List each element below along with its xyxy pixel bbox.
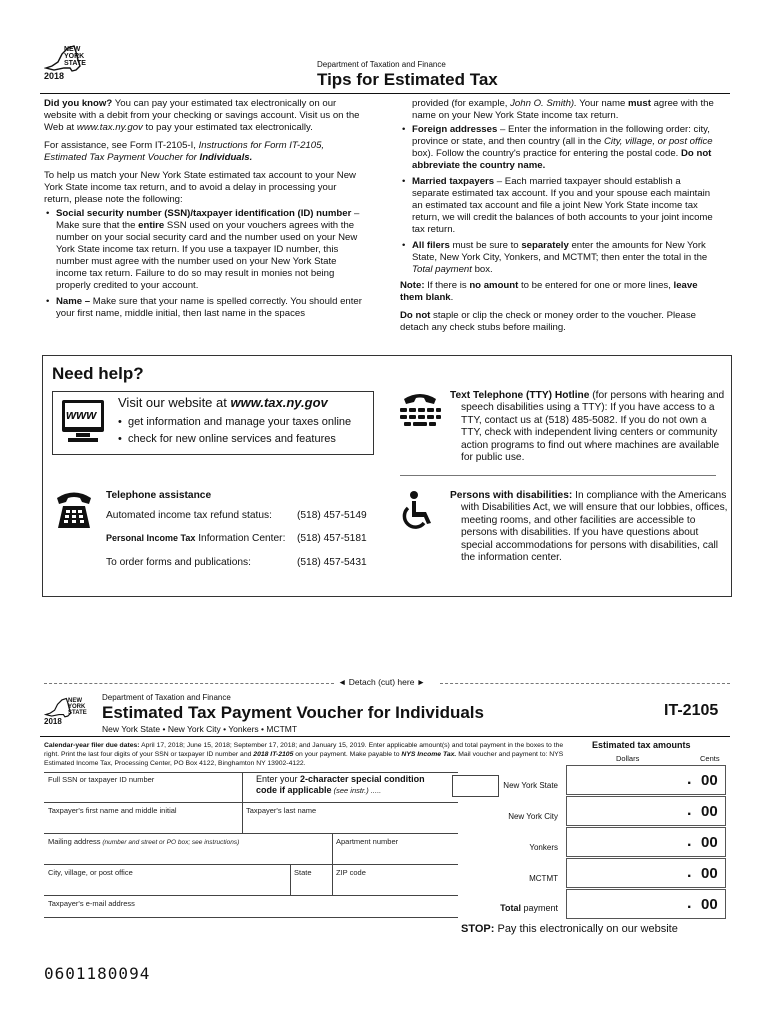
foreign-bullet: • Foreign addresses – Enter the information in the following order: city, province or state, and then country (all in the City, village, or post office box). Follow the country's practice for entering the postal code. Do not abbreviate the country name.	[400, 124, 720, 172]
col-sep-name	[242, 802, 243, 833]
first-name-field[interactable]: Taxpayer's first name and middle initial	[48, 806, 177, 815]
telephone-icon	[55, 490, 93, 530]
phone-row-2: Personal Income Tax Information Center:	[106, 533, 286, 544]
amount-dot-mctmt: .	[687, 864, 692, 881]
web-bullet-1: • get information and manage your taxes online	[118, 416, 352, 428]
amount-cents-yonkers: 00	[701, 834, 718, 851]
match-intro: To help us match your New York State estimated tax account to your New York State income tax return, and to avoid a delay in processing your return, please note the following:	[44, 170, 356, 205]
disabilities-text: Persons with disabilities: In compliance with the Americans with Disabilities Act, we will ensure that our lobbies, offices, meeting rooms, and other facilities are accessible to persons with disabilities. If you have questions about special accommodations for persons with disabilities, call the information center.	[450, 490, 728, 564]
ssn-bullet: • Social security number (SSN)/taxpayer identification (ID) number – Make sure that the entire SSN used on your vouchers agrees with the number on your social security card and the number used on your New York State income tax return. If you use a taxpayer ID number, this number must agree with the number used on your New York State income tax return. Failure to do so may result in monies not being properly credited to your account.	[44, 208, 362, 292]
tty-text: Text Telephone (TTY) Hotline (for persons with hearing and speech disabilities using a TTY): If you have access to a TTY, contact us at (518) 485-5082. If you do not own a TTY, check with independent living centers or community action programs to find out where machines are available for public use.	[450, 390, 725, 464]
form-number: IT-2105	[664, 702, 719, 719]
wheelchair-icon	[397, 490, 437, 532]
allfilers-bullet: • All filers must be sure to separately enter the amounts for New York State, New York City, Yonkers, and MCTMT; then enter the total in the Total payment box.	[400, 240, 720, 276]
row-line-2	[44, 833, 458, 834]
amount-cents-nyc: 00	[701, 803, 718, 820]
web-bullets	[118, 414, 351, 448]
logo-line-3: STATE	[64, 60, 86, 67]
due-dates: Calendar-year filer due dates: April 17, 2018; June 15, 2018; September 17, 2018; and January 15, 2019. Enter applicable amount(s) and total payment in the boxes to the right. Print the last four digits of your SSN or taxpayer ID number and 2018 IT-2105 on your payment. Make payable to NYS Income Tax. Mail voucher and payment to: NYS Estimated Income Tax, Processing Center, PO Box 4122, Binghamton NY 13902-4122.	[44, 742, 564, 767]
detach-dash-right	[440, 683, 730, 684]
voucher-logo	[44, 697, 94, 727]
name-bullet: • Name – Make sure that your name is spelled correctly. You should enter your first name, middle initial, then last name in the spaces	[44, 296, 362, 320]
amount-dot-yonkers: .	[687, 833, 692, 850]
phone-title: Telephone assistance	[106, 490, 212, 501]
voucher-title: Estimated Tax Payment Voucher for Individuals	[102, 703, 484, 722]
voucher-logo-line-1: NEW	[68, 698, 82, 704]
email-field[interactable]: Taxpayer's e-mail address	[48, 899, 135, 908]
tty-rule	[400, 475, 716, 476]
row-line-4	[44, 895, 458, 896]
year: 2018	[44, 71, 65, 81]
total-cents: 00	[701, 896, 718, 913]
state-field[interactable]: State	[294, 868, 312, 877]
state-logo	[44, 42, 104, 82]
special-condition-label: Enter your 2-character special condition code if applicable (see instr.) .....	[256, 774, 425, 795]
phone-number-1: (518) 457-5149	[297, 510, 367, 521]
amount-label-yonkers: Yonkers	[529, 843, 558, 852]
web-bullet-2: • check for new online services and features	[118, 433, 336, 445]
amount-dot-nys: .	[687, 771, 692, 788]
right-column	[400, 98, 720, 340]
staple-note: Do not staple or clip the check or money order to the voucher. Please detach any check stubs before mailing.	[400, 310, 696, 333]
assistance: For assistance, see Form IT-2105-I, Instructions for Form IT-2105, Estimated Tax Payment Voucher for Individuals.	[44, 140, 325, 163]
voucher-year: 2018	[44, 717, 62, 726]
amount-dot-nyc: .	[687, 802, 692, 819]
row-line-3	[44, 864, 458, 865]
total-dot: .	[687, 895, 692, 912]
dollars-label: Dollars	[616, 754, 640, 763]
phone-row-3: To order forms and publications:	[106, 557, 251, 568]
header-rule	[40, 93, 730, 94]
department: Department of Taxation and Finance	[317, 60, 446, 69]
detach-label: ◄ Detach (cut) here ►	[338, 677, 426, 687]
name-continuation: provided (for example, John O. Smith). Your name must agree with the name on your New York State income tax return.	[412, 98, 714, 121]
cents-label: Cents	[700, 754, 720, 763]
col-sep-state	[290, 864, 291, 895]
voucher-logo-line-2: YORK	[68, 704, 86, 710]
note: Note: If there is no amount to be entered for one or more lines, leave them blank.	[400, 280, 698, 303]
amount-label-nyc: New York City	[508, 812, 558, 821]
mailing-address-field[interactable]: Mailing address (number and street or PO box; see instructions)	[48, 837, 240, 846]
voucher-logo-line-3: STATE	[68, 710, 87, 716]
detach-dash-left	[44, 683, 334, 684]
barcode-number: 0601180094	[44, 964, 151, 983]
amount-label-mctmt: MCTMT	[529, 874, 558, 883]
total-label: Total payment	[500, 903, 558, 913]
col-sep-apt	[332, 833, 333, 864]
ssn-field[interactable]: Full SSN or taxpayer ID number	[48, 775, 155, 784]
www-icon-text: www	[66, 407, 97, 422]
last-name-field[interactable]: Taxpayer's last name	[246, 806, 317, 815]
logo-line-2: YORK	[64, 53, 85, 60]
phone-row-1: Automated income tax refund status:	[106, 510, 272, 521]
phone-number-3: (518) 457-5431	[297, 557, 367, 568]
website-link[interactable]: www.tax.ny.gov	[230, 395, 328, 410]
help-title: Need help?	[52, 364, 144, 383]
row-line-1	[44, 802, 458, 803]
amount-cents-nys: 00	[701, 772, 718, 789]
logo-line-1: NEW	[64, 46, 81, 53]
city-field[interactable]: City, village, or post office	[48, 868, 133, 877]
voucher-rule	[40, 736, 730, 737]
page-title: Tips for Estimated Tax	[317, 70, 498, 89]
tty-icon	[398, 391, 442, 433]
website-line: Visit our website at www.tax.ny.gov	[118, 395, 328, 410]
voucher-department: Department of Taxation and Finance	[102, 693, 231, 702]
computer-icon	[60, 398, 106, 444]
amount-label-nys: New York State	[503, 781, 558, 790]
amount-cents-mctmt: 00	[701, 865, 718, 882]
phone-number-2: (518) 457-5181	[297, 533, 367, 544]
apartment-field[interactable]: Apartment number	[336, 837, 399, 846]
married-bullet: • Married taxpayers – Each married taxpayer should establish a separate estimated tax account. If you and your spouse each maintain an estimated tax account and file a joint New York State income tax return, we will credit the balances of both accounts to your joint income tax return.	[400, 176, 720, 236]
did-you-know: Did you know? You can pay your estimated tax electronically on our website with a debit from your checking or savings account. Visit us on the Web at www.tax.ny.gov to pay your estimated tax electronically.	[44, 98, 360, 133]
col-sep-zip	[332, 864, 333, 895]
left-column	[44, 98, 362, 324]
stop-note: STOP: Pay this electronically on our website	[461, 923, 678, 935]
col-sep-ssn	[242, 772, 243, 802]
voucher-subtitle: New York State • New York City • Yonkers • MCTMT	[102, 724, 298, 734]
amounts-title: Estimated tax amounts	[592, 740, 691, 750]
zip-field[interactable]: ZIP code	[336, 868, 366, 877]
